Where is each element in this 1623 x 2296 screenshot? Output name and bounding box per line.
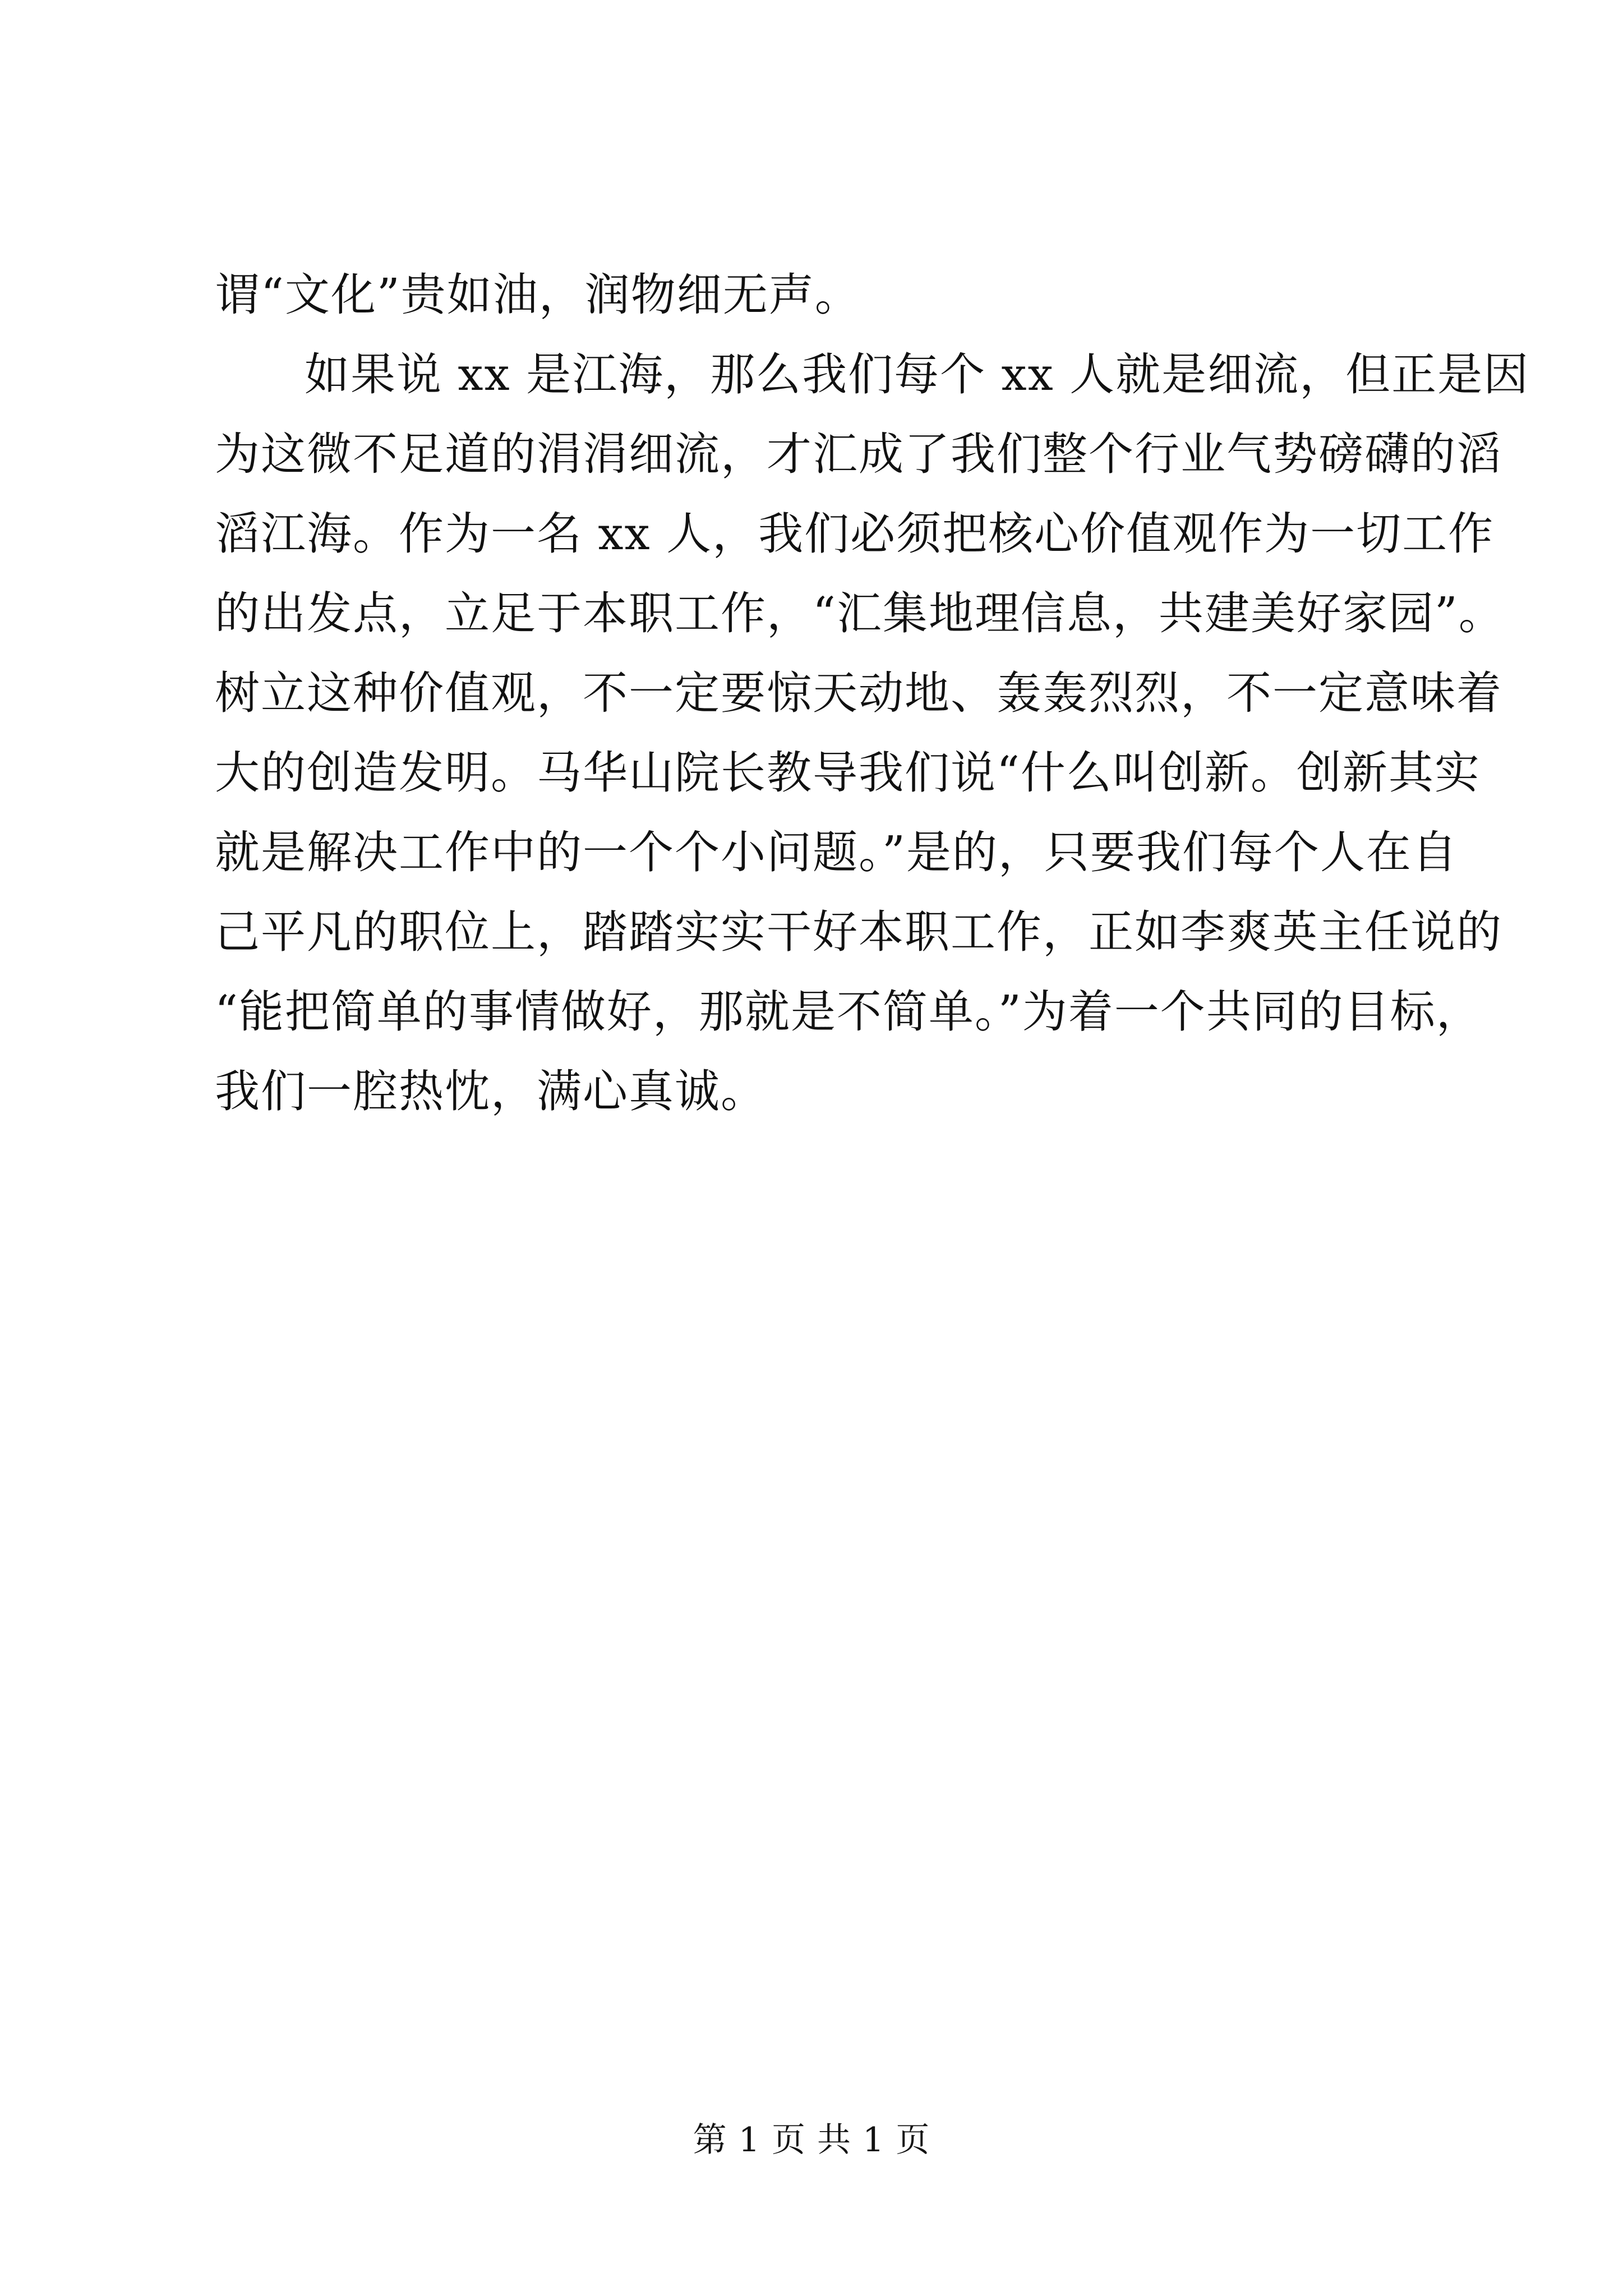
text-line: “能把简单的事情做好，那就是不简单。”为着一个共同的目标， <box>215 986 1482 1038</box>
text-line: 树立这种价值观，不一定要惊天动地、轰轰烈烈，不一定意味着 <box>215 667 1502 719</box>
text-line: 的出发点，立足于本职工作，“汇集地理信息，共建美好家园”。 <box>215 587 1505 639</box>
page-number-label: 第 1 页 共 1 页 <box>693 2120 930 2160</box>
text-line: 滔江海。作为一名 xx 人，我们必须把核心价值观作为一切工作 <box>215 508 1495 560</box>
paragraph-first-line: 如果说 xx 是江海，那么我们每个 xx 人就是细流，但正是因 <box>305 348 1530 401</box>
text-line: 就是解决工作中的一个个小问题。”是的，只要我们每个人在自 <box>215 826 1458 878</box>
text-line: 我们一腔热忱，满心真诚。 <box>215 1065 767 1117</box>
page-footer <box>0 2118 1623 2162</box>
text-line: 为这微不足道的涓涓细流，才汇成了我们整个行业气势磅礴的滔 <box>215 428 1502 480</box>
text-line: 己平凡的职位上，踏踏实实干好本职工作，正如李爽英主任说的 <box>215 906 1502 958</box>
body-text <box>215 255 1530 1131</box>
text-line: 大的创造发明。马华山院长教导我们说“什么叫创新。创新其实 <box>215 747 1481 799</box>
text-line: 谓“文化”贵如油，润物细无声。 <box>215 269 861 321</box>
